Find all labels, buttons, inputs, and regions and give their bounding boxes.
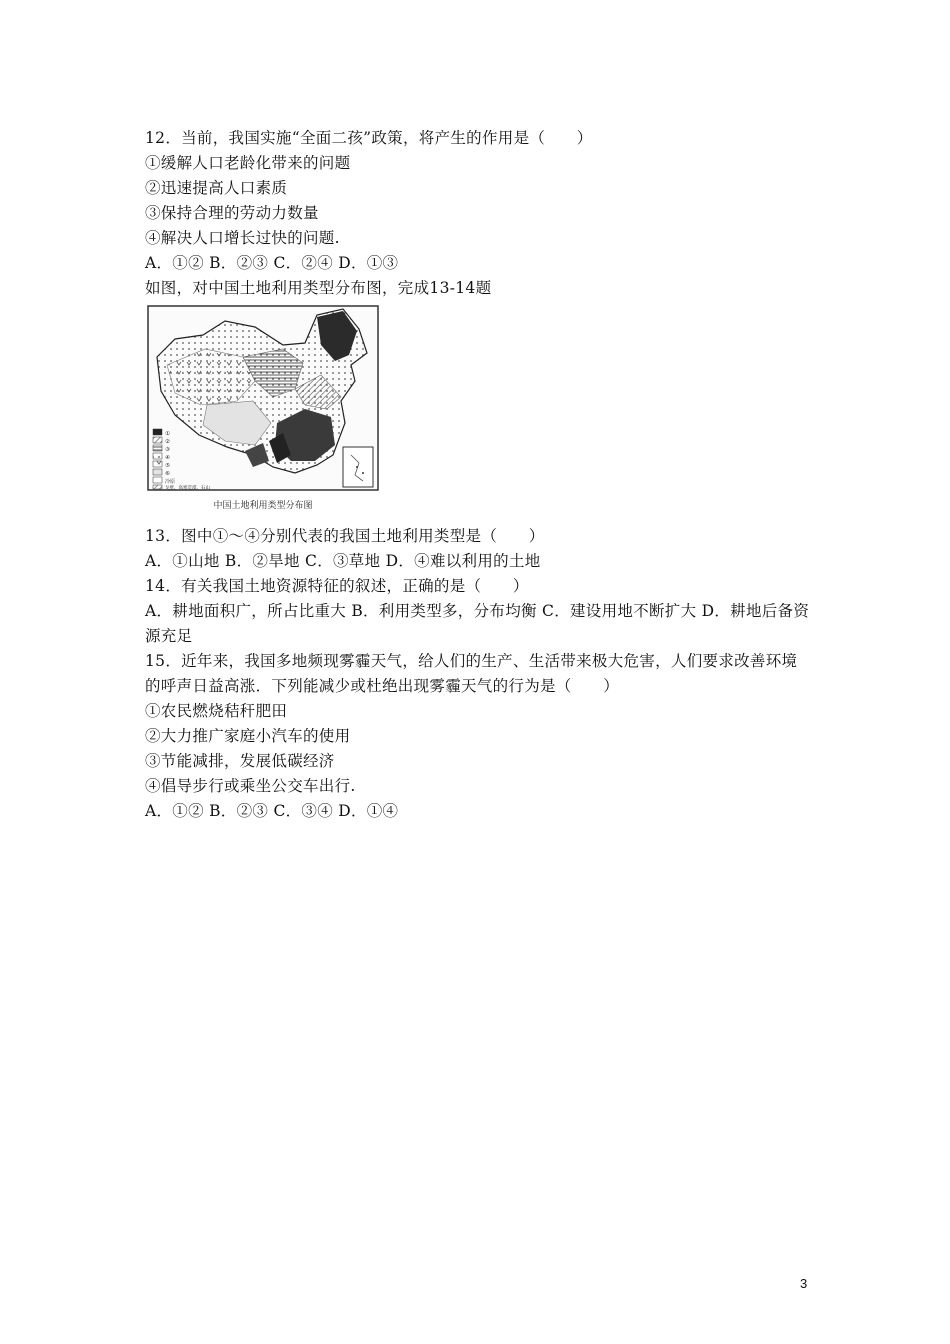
map-caption: 中国土地利用类型分布图	[213, 501, 313, 511]
legend-label-8: 戈壁、高寒荒漠、石山	[165, 486, 210, 491]
q12-option-1: ①缓解人口老龄化带来的问题	[145, 154, 351, 172]
legend-label-3: ③	[165, 447, 170, 453]
q15-option-3: ③节能减排，发展低碳经济	[145, 752, 335, 770]
q12-answer-choices: A．①② B．②③ C．②④ D．①③	[145, 254, 399, 272]
land-use-map-figure	[145, 305, 381, 515]
q13-answer-choices: A．①山地 B．②旱地 C．③草地 D．④难以利用的土地	[145, 552, 541, 570]
q14-answer-choices-cont: 源充足	[145, 627, 193, 645]
question-15-stem-cont: 的呼声日益高涨．下列能减少或杜绝出现雾霾天气的行为是（ ）	[145, 677, 620, 695]
question-12-stem: 12．当前，我国实施“全面二孩”政策，将产生的作用是（ ）	[145, 129, 593, 147]
q15-option-4: ④倡导步行或乘坐公交车出行.	[145, 777, 356, 795]
legend-label-7: 冷原	[165, 479, 176, 485]
legend-label-2: ②	[165, 439, 170, 445]
question-13-stem: 13．图中①～④分别代表的我国土地利用类型是（ ）	[145, 527, 545, 545]
q15-answer-choices: A．①② B．②③ C．③④ D．①④	[145, 802, 399, 820]
q12-option-4: ④解决人口增长过快的问题.	[145, 229, 340, 247]
page-number: 3	[800, 1276, 808, 1291]
legend-label-6: ⑥	[165, 471, 170, 477]
question-15-stem: 15．近年来，我国多地频现雾霾天气，给人们的生产、生活带来极大危害，人们要求改善环境	[145, 652, 798, 670]
question-14-stem: 14．有关我国土地资源特征的叙述，正确的是（ ）	[145, 577, 529, 595]
legend-label-4: ④	[165, 455, 170, 461]
legend-label-5: ⑤	[165, 463, 170, 469]
legend-label-1: ①	[165, 431, 170, 437]
map-intro: 如图，对中国土地利用类型分布图，完成13-14题	[145, 279, 492, 297]
q12-option-3: ③保持合理的劳动力数量	[145, 204, 319, 222]
q12-option-2: ②迅速提高人口素质	[145, 179, 288, 197]
q15-option-2: ②大力推广家庭小汽车的使用	[145, 727, 351, 745]
china-land-use-map	[145, 305, 381, 515]
q14-answer-choices: A．耕地面积广，所占比重大 B．利用类型多，分布均衡 C．建设用地不断扩大 D．耕地后备资	[145, 602, 810, 620]
q15-option-1: ①农民燃烧秸秆肥田	[145, 702, 288, 720]
